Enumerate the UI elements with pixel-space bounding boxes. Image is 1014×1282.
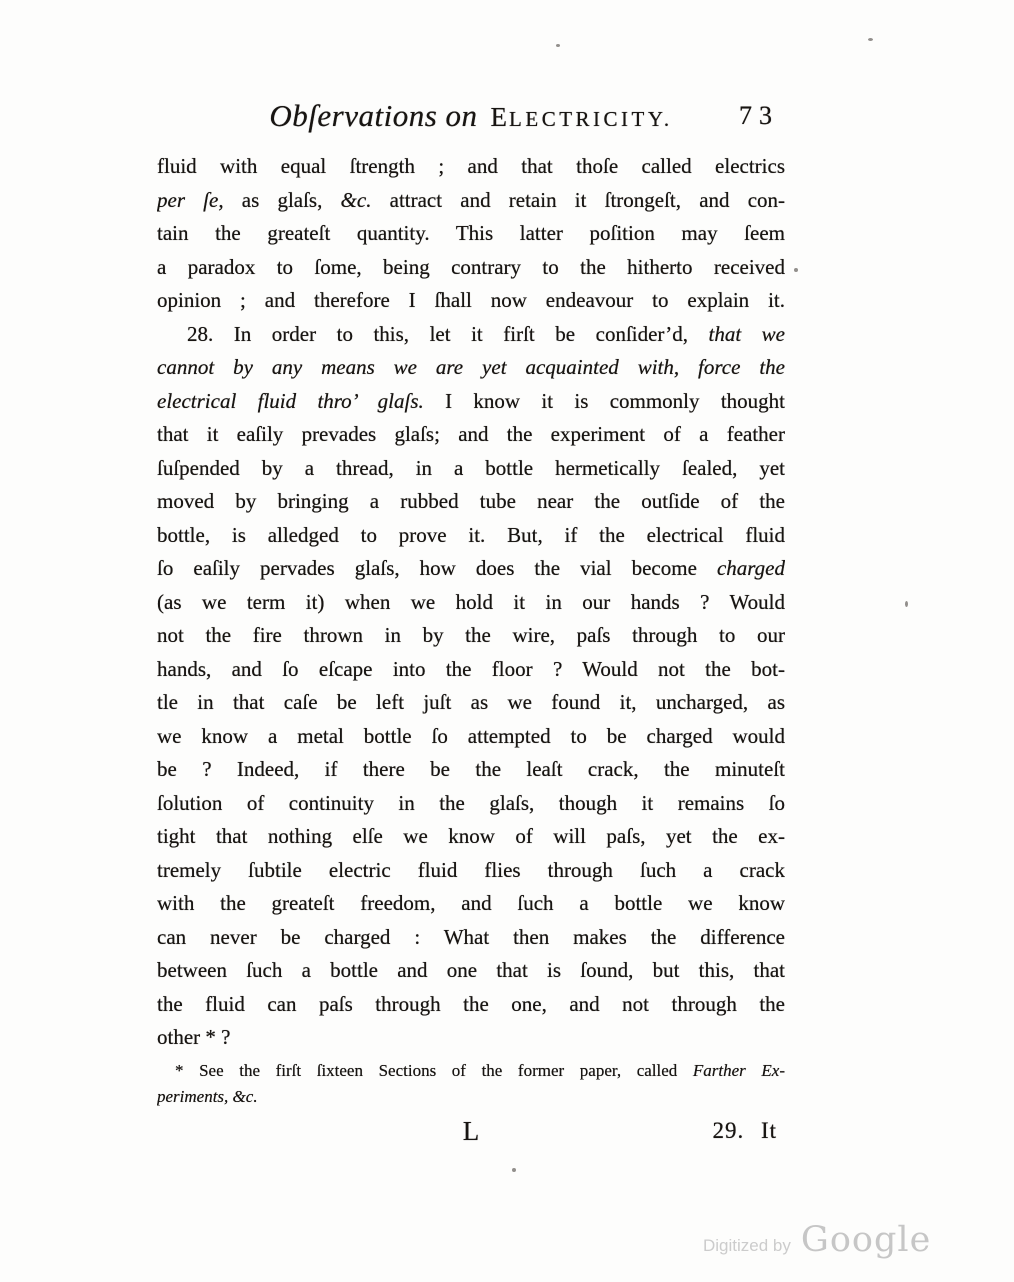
body-line: electrical fluid thro’ glaſs. I know it is commonly thought <box>157 388 785 413</box>
body-line: moved by bringing a rubbed tube near the outſide of the <box>157 489 785 513</box>
body-line: we know a metal bottle ſo attempted to be charged would <box>157 723 785 748</box>
body-line: tremely ſubtile electric fluid flies through ſuch a crack <box>157 857 785 882</box>
page-number: 73 <box>739 101 779 130</box>
scan-speck <box>868 38 873 41</box>
google-logo: Google <box>800 1220 932 1260</box>
body-line: tight that nothing elſe we know of will paſs, yet the ex- <box>157 824 785 848</box>
footnote <box>157 1058 785 1110</box>
body-line: bottle, is alledged to prove it. But, if the electrical fluid <box>157 522 785 547</box>
body-line: fluid with equal ſtrength ; and that thoſe called electrics <box>157 154 785 178</box>
text-column <box>157 98 785 1154</box>
signature-mark: L <box>462 1115 480 1146</box>
footnote-line: periments, &c. <box>157 1086 258 1106</box>
body-line: 28. In order to this, let it firſt be conſider’d, that we <box>187 321 785 346</box>
body-line: hands, and ſo eſcape into the floor ? Would not the bot- <box>157 656 785 681</box>
body-line: between ſuch a bottle and one that is ſound, but this, that <box>157 958 785 982</box>
body-line: the fluid can paſs through the one, and not through the <box>157 991 785 1016</box>
body-line: opinion ; and therefore I ſhall now endeavour to explain it. <box>157 288 785 312</box>
body-line: ſolution of continuity in the glaſs, though it remains ſo <box>157 790 785 815</box>
body-line: a paradox to ſome, being contrary to the hitherto received <box>157 254 785 279</box>
catchword: 29. It <box>712 1117 777 1143</box>
body-line: (as we term it) when we hold it in our hands ? Would <box>157 589 785 614</box>
scan-speck <box>512 1168 516 1172</box>
body-line: ſuſpended by a thread, in a bottle hermetically ſealed, yet <box>157 455 785 480</box>
running-title-caps: LECTRICITY. <box>509 107 673 131</box>
body-line: that it eaſily prevades glaſs; and the experiment of a feather <box>157 422 785 446</box>
body-line: not the fire thrown in by the wire, paſs through to our <box>157 623 785 647</box>
body-line: other * ? <box>157 1025 231 1049</box>
body-line: tle in that caſe be left juſt as we found it, uncharged, as <box>157 690 785 714</box>
body-line: be ? Indeed, if there be the leaſt crack, the minuteſt <box>157 757 785 781</box>
running-header <box>157 98 785 144</box>
footnote-line: * See the firſt ſixteen Sections of the former paper, called Farther Ex- <box>175 1060 785 1080</box>
scan-speck <box>556 44 560 47</box>
body-text <box>157 150 785 1055</box>
google-watermark <box>703 1220 931 1260</box>
body-line: ſo eaſily pervades glaſs, how does the vial become charged <box>157 556 785 580</box>
body-line: with the greateſt freedom, and ſuch a bottle we know <box>157 891 785 915</box>
scan-speck <box>794 268 798 272</box>
running-title-caps-initial: E <box>490 102 510 132</box>
body-line: can never be charged : What then makes the difference <box>157 924 785 949</box>
scan-speck <box>905 601 908 607</box>
digitized-by-text: Digitized by <box>703 1236 791 1255</box>
signature-row <box>157 1112 785 1154</box>
body-line: tain the greateſt quantity. This latter poſition may ſeem <box>157 221 785 245</box>
body-line: per ſe, as glaſs, &c. attract and retain it ſtrongeſt, and con- <box>157 187 785 212</box>
body-line: cannot by any means we are yet acquainted with, force the <box>157 355 785 379</box>
running-title-italic: Obſervations on <box>269 98 478 133</box>
